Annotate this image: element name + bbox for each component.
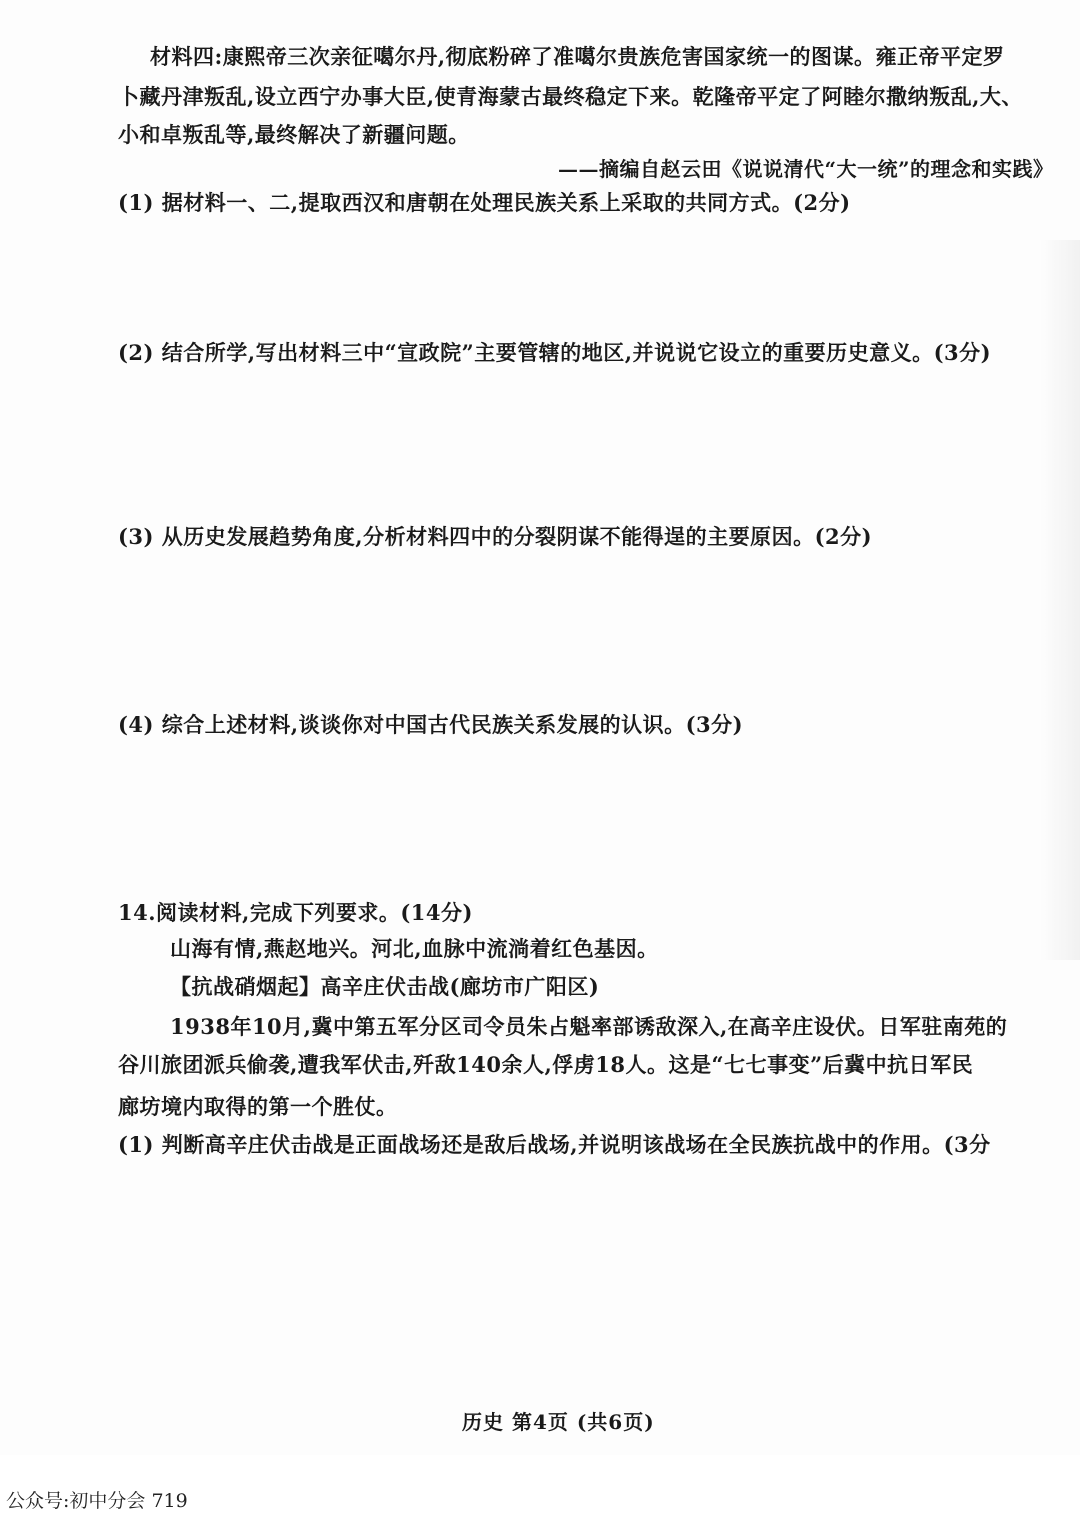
q14-para1: 1938年10月,冀中第五军分区司令员朱占魁率部诱敌深入,在高辛庄设伏。日军驻南苑的 xyxy=(170,1014,1008,1039)
q13-sub2: (2) 结合所学,写出材料三中“宣政院”主要管辖的地区,并说说它设立的重要历史意义。(3分) xyxy=(118,340,992,365)
q14-para2: 谷川旅团派兵偷袭,遭我军伏击,歼敌140余人,俘虏18人。这是“七七事变”后冀中抗日军民 xyxy=(118,1052,974,1077)
q13-sub1: (1) 据材料一、二,提取西汉和唐朝在处理民族关系上采取的共同方式。(2分) xyxy=(118,190,851,215)
q14-sub1: (1) 判断高辛庄伏击战是正面战场还是敌后战场,并说明该战场在全民族抗战中的作用。(3分 xyxy=(118,1132,991,1157)
q14-intro: 山海有情,燕赵地兴。河北,血脉中流淌着红色基因。 xyxy=(170,936,659,961)
q13-sub4: (4) 综合上述材料,谈谈你对中国古代民族关系发展的认识。(3分) xyxy=(118,712,744,737)
material4-line3: 小和卓叛乱等,最终解决了新疆问题。 xyxy=(118,122,470,147)
q14-para3: 廊坊境内取得的第一个胜仗。 xyxy=(118,1094,398,1119)
material4-line1: 材料四:康熙帝三次亲征噶尔丹,彻底粉碎了准噶尔贵族危害国家统一的图谋。雍正帝平定罗 xyxy=(150,44,1005,69)
material4-source: ——摘编自赵云田《说说清代“大一统”的理念和实践》 xyxy=(558,157,1054,181)
material4-line2: 卜藏丹津叛乱,设立西宁办事大臣,使青海蒙古最终稳定下来。乾隆帝平定了阿睦尔撒纳叛乱,大、 xyxy=(118,84,1023,109)
watermark-text: 公众号:初中分会 719 xyxy=(6,1490,188,1512)
q14-title: 14.阅读材料,完成下列要求。(14分) xyxy=(118,900,473,925)
page-number: 历史 第4页 (共6页) xyxy=(462,1410,655,1434)
scan-shadow xyxy=(1040,240,1080,960)
q13-sub3: (3) 从历史发展趋势角度,分析材料四中的分裂阴谋不能得逞的主要原因。(2分) xyxy=(118,524,873,549)
q14-heading: 【抗战硝烟起】高辛庄伏击战(廊坊市广阳区) xyxy=(170,974,600,999)
